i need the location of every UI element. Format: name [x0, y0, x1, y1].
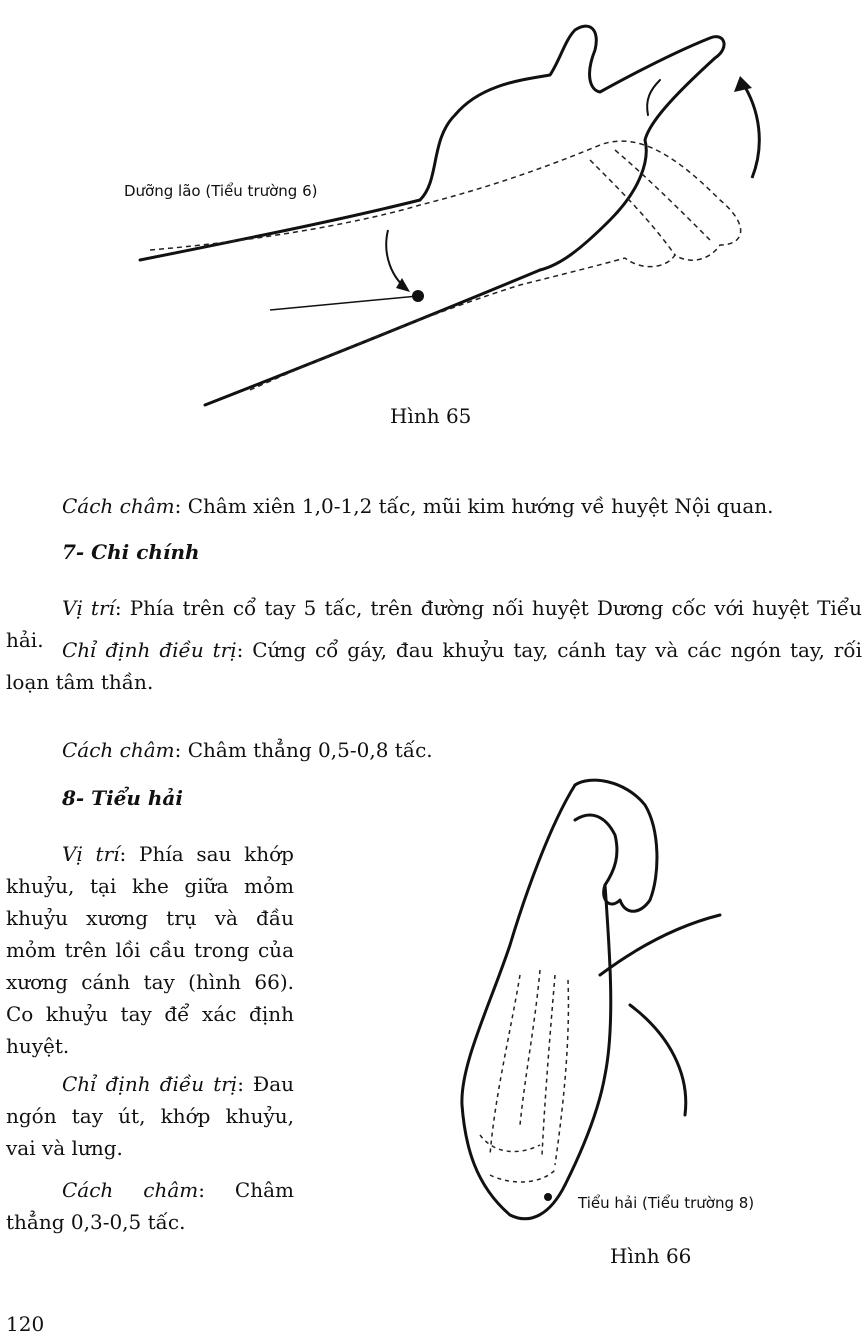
- label-chi-dinh: Chỉ định điều trị: [62, 638, 237, 662]
- text-chi-dinh: : Cứng cổ gáy, đau khuỷu tay, cánh tay và các ngón tay, rối loạn tâm thần.: [6, 638, 862, 694]
- heading-chi-chinh: 7- Chi chính: [62, 540, 200, 564]
- figure-65-illustration: [120, 20, 770, 420]
- figure-66-caption: Hình 66: [610, 1244, 692, 1268]
- text-cach-cham: : Châm xiên 1,0-1,2 tấc, mũi kim hướng về huyệt Nội quan.: [174, 494, 774, 518]
- figure-66-illustration: [450, 775, 740, 1225]
- paragraph-chi-dinh-2: [6, 1068, 294, 1164]
- label-cach-cham-2: Cách châm: [62, 738, 175, 762]
- paragraph-vi-tri-2: [6, 838, 294, 1062]
- label-chi-dinh-2: Chỉ định điều trị: [62, 1072, 238, 1096]
- label-cach-cham: Cách châm: [62, 494, 175, 518]
- text-vi-tri: : Phía trên cổ tay 5 tấc, trên đường nối huyệt Dương cốc với huyệt Tiểu hải.: [6, 596, 862, 652]
- figure-65-caption: Hình 65: [390, 404, 472, 428]
- text-cach-cham-3: : Châm thẳng 0,3-0,5 tấc.: [6, 1178, 294, 1234]
- label-vi-tri: Vị trí: [62, 596, 115, 620]
- heading-tieu-hai: 8- Tiểu hải: [62, 786, 183, 810]
- figure-66: [450, 775, 740, 1225]
- paragraph-cach-cham-2: [62, 734, 842, 766]
- page-number: 120: [6, 1312, 45, 1336]
- label-cach-cham-3: Cách châm: [62, 1178, 199, 1202]
- paragraph-cach-cham-3: [6, 1174, 294, 1238]
- text-cach-cham-2: : Châm thẳng 0,5-0,8 tấc.: [174, 738, 433, 762]
- text-chi-dinh-2: : Đau ngón tay út, khớp khuỷu, vai và lưng.: [6, 1072, 294, 1160]
- paragraph-chi-dinh-1: [6, 634, 862, 698]
- figure-66-label: Tiểu hải (Tiểu trường 8): [578, 1194, 755, 1212]
- figure-65-label: Dưỡng lão (Tiểu trường 6): [124, 182, 318, 200]
- text-vi-tri-2: : Phía sau khớp khuỷu, tại khe giữa mỏm khuỷu xương trụ và đầu mỏm trên lồi cầu trong của xương cánh tay (hình 66). Co khuỷu tay để xác định huyệt.: [6, 842, 294, 1058]
- figure-65: [120, 20, 770, 420]
- label-vi-tri-2: Vị trí: [62, 842, 120, 866]
- paragraph-cach-cham-1: [62, 490, 862, 522]
